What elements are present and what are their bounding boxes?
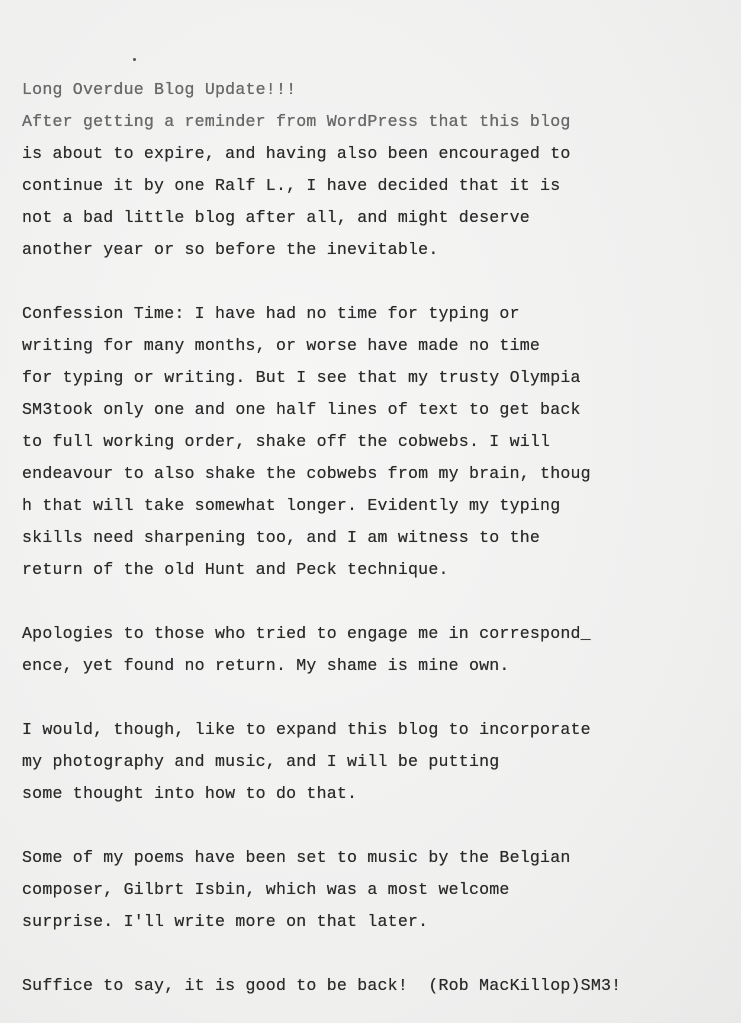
paragraph-4 <box>22 718 722 814</box>
text-line: After getting a reminder from WordPress that this blog <box>22 112 571 131</box>
text-line: Apologies to those who tried to engage me in correspond_ <box>22 624 591 643</box>
typed-text <box>22 78 722 1006</box>
signature-line: Suffice to say, it is good to be back! (Rob MacKillop)SM3! <box>22 976 622 995</box>
text-line: not a bad little blog after all, and might deserve <box>22 208 530 227</box>
paragraph-6 <box>22 974 722 1006</box>
paragraph-gap <box>22 942 722 974</box>
paragraph-1 <box>22 110 722 270</box>
text-line: to full working order, shake off the cobwebs. I will <box>22 432 551 451</box>
text-line: some thought into how to do that. <box>22 784 358 803</box>
paragraph-gap <box>22 590 722 622</box>
paragraph-3 <box>22 622 722 686</box>
text-line: skills need sharpening too, and I am witness to the <box>22 528 541 547</box>
ink-speck <box>133 58 136 61</box>
text-line: Confession Time: I have had no time for typing or <box>22 304 520 323</box>
text-line: endeavour to also shake the cobwebs from my brain, thoug <box>22 464 591 483</box>
text-line: I would, though, like to expand this blog to incorporate <box>22 720 591 739</box>
document-title: Long Overdue Blog Update!!! <box>22 80 297 99</box>
text-line: another year or so before the inevitable. <box>22 240 439 259</box>
paragraph-gap <box>22 686 722 718</box>
paragraph-2 <box>22 302 722 590</box>
text-line: composer, Gilbrt Isbin, which was a most welcome <box>22 880 510 899</box>
text-line: continue it by one Ralf L., I have decided that it is <box>22 176 561 195</box>
paragraph-gap <box>22 814 722 846</box>
text-line: Some of my poems have been set to music by the Belgian <box>22 848 571 867</box>
paragraph-gap <box>22 270 722 302</box>
text-line: return of the old Hunt and Peck technique. <box>22 560 449 579</box>
text-line: h that will take somewhat longer. Evidently my typing <box>22 496 561 515</box>
paragraph-5 <box>22 846 722 942</box>
text-line: is about to expire, and having also been encouraged to <box>22 144 571 163</box>
text-line: ence, yet found no return. My shame is mine own. <box>22 656 510 675</box>
text-line: SM3took only one and one half lines of text to get back <box>22 400 581 419</box>
text-line: writing for many months, or worse have made no time <box>22 336 541 355</box>
text-line: for typing or writing. But I see that my trusty Olympia <box>22 368 581 387</box>
text-line: my photography and music, and I will be putting <box>22 752 500 771</box>
text-line: surprise. I'll write more on that later. <box>22 912 429 931</box>
